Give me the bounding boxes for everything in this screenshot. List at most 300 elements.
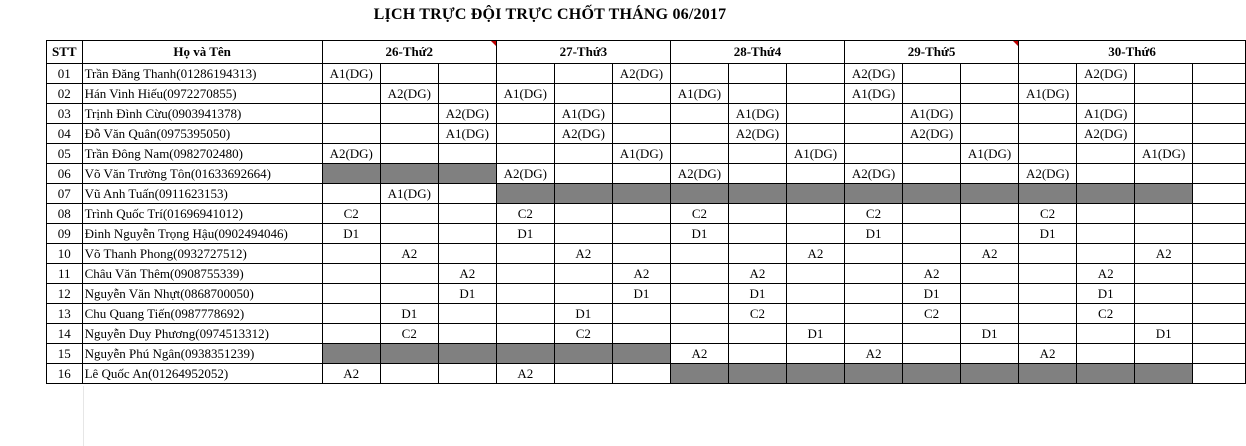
shift-cell[interactable]: D1 [1135,324,1193,344]
header-day-28[interactable]: 28-Thứ4 [670,41,844,64]
shift-cell[interactable]: A2 [845,344,903,364]
shift-cell[interactable] [961,224,1019,244]
shift-cell[interactable] [554,144,612,164]
shift-cell[interactable]: A1(DG) [728,104,786,124]
shift-cell[interactable]: A2 [786,244,844,264]
row-name[interactable]: Trịnh Đình Cừu(0903941378) [82,104,322,124]
shift-cell[interactable] [496,184,554,204]
shift-cell[interactable] [670,144,728,164]
shift-cell[interactable] [845,104,903,124]
shift-cell[interactable] [1077,224,1135,244]
shift-cell[interactable]: C2 [903,304,961,324]
shift-cell[interactable] [496,284,554,304]
shift-cell[interactable]: A1(DG) [380,184,438,204]
shift-cell[interactable] [1135,84,1193,104]
shift-cell[interactable] [728,204,786,224]
header-day-27[interactable]: 27-Thứ3 [496,41,670,64]
shift-cell[interactable] [1135,104,1193,124]
shift-cell[interactable] [1193,164,1246,184]
row-name[interactable]: Trình Quốc Trí(01696941012) [82,204,322,224]
row-stt[interactable]: 03 [47,104,83,124]
shift-cell[interactable] [496,64,554,84]
shift-cell[interactable] [322,264,380,284]
row-name[interactable]: Vũ Anh Tuấn(0911623153) [82,184,322,204]
row-name[interactable]: Hán Vinh Hiếu(0972270855) [82,84,322,104]
shift-cell[interactable]: C2 [380,324,438,344]
shift-cell[interactable]: D1 [845,224,903,244]
shift-cell[interactable]: C2 [1019,204,1077,224]
shift-cell[interactable] [322,84,380,104]
shift-cell[interactable] [728,344,786,364]
shift-cell[interactable] [961,104,1019,124]
row-name[interactable]: Nguyễn Văn Nhựt(0868700050) [82,284,322,304]
shift-cell[interactable] [612,204,670,224]
shift-cell[interactable]: D1 [554,304,612,324]
shift-cell[interactable] [438,244,496,264]
shift-cell[interactable] [612,224,670,244]
shift-cell[interactable] [1193,124,1246,144]
shift-cell[interactable] [786,304,844,324]
shift-cell[interactable] [322,244,380,264]
shift-cell[interactable] [670,284,728,304]
shift-cell[interactable] [496,104,554,124]
shift-cell[interactable] [612,84,670,104]
shift-cell[interactable]: C2 [728,304,786,324]
row-stt[interactable]: 12 [47,284,83,304]
shift-cell[interactable]: A2 [380,244,438,264]
shift-cell[interactable] [786,264,844,284]
shift-cell[interactable]: A2(DG) [1077,64,1135,84]
row-name[interactable]: Chu Quang Tiến(0987778692) [82,304,322,324]
shift-cell[interactable] [1135,364,1193,384]
shift-cell[interactable] [554,164,612,184]
shift-cell[interactable] [438,344,496,364]
shift-cell[interactable] [322,344,380,364]
shift-cell[interactable] [380,64,438,84]
row-stt[interactable]: 08 [47,204,83,224]
shift-cell[interactable] [612,364,670,384]
row-name[interactable]: Đinh Nguyễn Trọng Hậu(0902494046) [82,224,322,244]
shift-cell[interactable] [845,244,903,264]
shift-cell[interactable] [612,344,670,364]
shift-cell[interactable]: A2(DG) [1077,124,1135,144]
shift-cell[interactable] [1135,284,1193,304]
table-header-row [47,41,1246,64]
shift-cell[interactable]: A2(DG) [496,164,554,184]
shift-cell[interactable] [1193,104,1246,124]
shift-cell[interactable] [1019,124,1077,144]
shift-cell[interactable] [1019,304,1077,324]
shift-cell[interactable]: D1 [670,224,728,244]
shift-cell[interactable] [554,204,612,224]
shift-cell[interactable]: D1 [438,284,496,304]
row-name[interactable]: Nguyễn Duy Phương(0974513312) [82,324,322,344]
shift-cell[interactable]: A1(DG) [1135,144,1193,164]
shift-cell[interactable] [1193,304,1246,324]
shift-cell[interactable] [961,344,1019,364]
shift-cell[interactable] [1193,224,1246,244]
shift-cell[interactable] [322,104,380,124]
shift-cell[interactable] [1193,204,1246,224]
shift-cell[interactable] [438,64,496,84]
table-row [47,64,1246,84]
shift-cell[interactable] [786,64,844,84]
shift-cell[interactable] [728,64,786,84]
shift-cell[interactable]: A1(DG) [322,64,380,84]
shift-cell[interactable]: D1 [961,324,1019,344]
shift-cell[interactable] [380,344,438,364]
shift-cell[interactable] [903,84,961,104]
shift-cell[interactable]: C2 [554,324,612,344]
row-name[interactable]: Trần Đăng Thanh(01286194313) [82,64,322,84]
shift-cell[interactable] [845,264,903,284]
shift-cell[interactable] [438,164,496,184]
shift-cell[interactable] [903,324,961,344]
shift-cell[interactable] [961,184,1019,204]
table-row [47,324,1246,344]
shift-cell[interactable]: C2 [322,204,380,224]
shift-cell[interactable]: D1 [612,284,670,304]
shift-cell[interactable] [496,304,554,324]
shift-cell[interactable] [1135,64,1193,84]
shift-cell[interactable] [670,244,728,264]
shift-cell[interactable] [496,324,554,344]
shift-cell[interactable] [322,304,380,324]
shift-cell[interactable] [903,224,961,244]
shift-cell[interactable] [845,324,903,344]
shift-cell[interactable] [903,144,961,164]
row-stt[interactable]: 07 [47,184,83,204]
shift-cell[interactable] [728,224,786,244]
shift-cell[interactable]: A1(DG) [670,84,728,104]
table-row [47,264,1246,284]
shift-cell[interactable] [1135,124,1193,144]
row-name[interactable]: Lê Quốc An(01264952052) [82,364,322,384]
shift-cell[interactable] [438,184,496,204]
shift-cell[interactable] [961,364,1019,384]
shift-cell[interactable] [728,364,786,384]
shift-cell[interactable] [903,344,961,364]
row-name[interactable]: Võ Văn Trường Tôn(01633692664) [82,164,322,184]
shift-cell[interactable]: A2 [728,264,786,284]
shift-cell[interactable] [961,264,1019,284]
row-stt[interactable]: 16 [47,364,83,384]
shift-cell[interactable] [496,124,554,144]
shift-cell[interactable] [961,84,1019,104]
row-stt[interactable]: 09 [47,224,83,244]
shift-cell[interactable] [670,264,728,284]
shift-cell[interactable] [1193,184,1246,204]
shift-cell[interactable] [903,244,961,264]
header-day-29[interactable]: 29-Thứ5 [845,41,1019,64]
shift-cell[interactable] [322,184,380,204]
shift-cell[interactable]: D1 [1019,224,1077,244]
shift-cell[interactable] [1077,244,1135,264]
shift-cell[interactable] [1019,104,1077,124]
row-name[interactable]: Nguyễn Phú Ngân(0938351239) [82,344,322,364]
shift-cell[interactable] [1077,344,1135,364]
shift-cell[interactable] [380,224,438,244]
shift-cell[interactable]: A2(DG) [322,144,380,164]
shift-cell[interactable]: C2 [845,204,903,224]
shift-cell[interactable] [845,124,903,144]
row-stt[interactable]: 02 [47,84,83,104]
shift-cell[interactable] [438,144,496,164]
shift-cell[interactable] [1193,264,1246,284]
shift-cell[interactable] [380,144,438,164]
shift-cell[interactable] [786,284,844,304]
shift-cell[interactable] [1019,264,1077,284]
shift-cell[interactable] [612,184,670,204]
shift-cell[interactable] [1077,184,1135,204]
row-stt[interactable]: 10 [47,244,83,264]
shift-cell[interactable] [1077,364,1135,384]
shift-cell[interactable] [1193,64,1246,84]
shift-cell[interactable] [903,64,961,84]
shift-cell[interactable] [322,124,380,144]
shift-cell[interactable] [1019,64,1077,84]
shift-cell[interactable] [380,204,438,224]
shift-cell[interactable] [786,84,844,104]
shift-cell[interactable]: D1 [1077,284,1135,304]
shift-cell[interactable] [1019,284,1077,304]
shift-cell[interactable] [438,224,496,244]
shift-cell[interactable]: A1(DG) [903,104,961,124]
shift-cell[interactable] [845,284,903,304]
shift-cell[interactable] [554,344,612,364]
shift-cell[interactable] [728,84,786,104]
shift-cell[interactable] [728,184,786,204]
shift-cell[interactable] [961,124,1019,144]
shift-cell[interactable] [322,284,380,304]
shift-cell[interactable]: A2(DG) [728,124,786,144]
row-stt[interactable]: 04 [47,124,83,144]
shift-cell[interactable] [1135,224,1193,244]
shift-cell[interactable]: A2 [612,264,670,284]
shift-cell[interactable] [1135,344,1193,364]
shift-cell[interactable]: A1(DG) [438,124,496,144]
shift-cell[interactable] [670,124,728,144]
shift-cell[interactable]: A2 [438,264,496,284]
shift-cell[interactable] [380,164,438,184]
shift-cell[interactable] [670,364,728,384]
shift-cell[interactable] [786,184,844,204]
shift-cell[interactable] [1193,84,1246,104]
row-stt[interactable]: 06 [47,164,83,184]
shift-cell[interactable] [728,244,786,264]
row-stt[interactable]: 15 [47,344,83,364]
shift-cell[interactable] [786,124,844,144]
shift-cell[interactable]: A1(DG) [845,84,903,104]
shift-cell[interactable] [612,304,670,324]
shift-cell[interactable] [670,304,728,324]
shift-cell[interactable] [612,244,670,264]
shift-cell[interactable] [845,364,903,384]
shift-cell[interactable] [496,264,554,284]
row-stt[interactable]: 11 [47,264,83,284]
header-day-26[interactable]: 26-Thứ2 [322,41,496,64]
shift-cell[interactable]: A1(DG) [1077,104,1135,124]
shift-cell[interactable] [670,104,728,124]
shift-cell[interactable] [786,224,844,244]
shift-cell[interactable] [554,284,612,304]
shift-cell[interactable] [554,184,612,204]
shift-cell[interactable] [1135,264,1193,284]
shift-cell[interactable]: A1(DG) [496,84,554,104]
shift-cell[interactable]: A2(DG) [554,124,612,144]
shift-cell[interactable] [961,204,1019,224]
shift-cell[interactable]: A1(DG) [612,144,670,164]
shift-cell[interactable] [1135,184,1193,204]
shift-cell[interactable] [380,364,438,384]
shift-cell[interactable]: A2 [554,244,612,264]
shift-cell[interactable] [670,64,728,84]
shift-cell[interactable]: A1(DG) [1019,84,1077,104]
shift-cell[interactable] [554,64,612,84]
shift-cell[interactable] [961,64,1019,84]
row-name[interactable]: Trần Đông Nam(0982702480) [82,144,322,164]
shift-cell[interactable]: A2(DG) [670,164,728,184]
shift-cell[interactable] [380,104,438,124]
shift-cell[interactable]: C2 [1077,304,1135,324]
shift-cell[interactable]: D1 [786,324,844,344]
shift-cell[interactable] [380,264,438,284]
shift-cell[interactable] [1193,324,1246,344]
shift-cell[interactable] [438,204,496,224]
shift-cell[interactable] [903,204,961,224]
shift-cell[interactable]: D1 [728,284,786,304]
shift-cell[interactable] [496,244,554,264]
shift-cell[interactable] [786,344,844,364]
row-stt[interactable]: 13 [47,304,83,324]
shift-cell[interactable] [1077,204,1135,224]
shift-cell[interactable]: A2(DG) [845,164,903,184]
comment-indicator-icon [491,41,496,46]
shift-cell[interactable] [786,104,844,124]
shift-cell[interactable]: A1(DG) [786,144,844,164]
shift-cell[interactable] [438,304,496,324]
shift-cell[interactable]: D1 [380,304,438,324]
shift-cell[interactable] [1193,344,1246,364]
header-day-30[interactable]: 30-Thứ6 [1019,41,1246,64]
shift-cell[interactable]: C2 [670,204,728,224]
shift-cell[interactable] [1019,144,1077,164]
shift-cell[interactable]: C2 [496,204,554,224]
shift-cell[interactable]: A2 [903,264,961,284]
shift-cell[interactable]: A2 [1135,244,1193,264]
shift-cell[interactable]: A2 [496,364,554,384]
shift-cell[interactable]: D1 [322,224,380,244]
shift-cell[interactable]: D1 [903,284,961,304]
shift-cell[interactable] [612,164,670,184]
shift-cell[interactable] [728,324,786,344]
shift-cell[interactable] [1019,184,1077,204]
shift-cell[interactable] [322,164,380,184]
shift-cell[interactable] [322,324,380,344]
shift-cell[interactable]: A2 [322,364,380,384]
shift-cell[interactable] [961,164,1019,184]
shift-cell[interactable] [438,324,496,344]
shift-cell[interactable] [1077,164,1135,184]
shift-cell[interactable] [786,164,844,184]
shift-cell[interactable] [554,84,612,104]
shift-cell[interactable] [612,324,670,344]
shift-cell[interactable] [1135,164,1193,184]
shift-cell[interactable]: A2(DG) [903,124,961,144]
shift-cell[interactable] [438,364,496,384]
shift-cell[interactable] [961,304,1019,324]
shift-cell[interactable]: A2 [961,244,1019,264]
shift-cell[interactable] [845,144,903,164]
shift-cell[interactable]: D1 [496,224,554,244]
shift-cell[interactable] [1077,144,1135,164]
shift-cell[interactable] [496,144,554,164]
shift-cell[interactable]: A2(DG) [380,84,438,104]
shift-cell[interactable] [1193,244,1246,264]
shift-cell[interactable] [786,204,844,224]
shift-cell[interactable]: A1(DG) [554,104,612,124]
row-name[interactable]: Đỗ Văn Quân(0975395050) [82,124,322,144]
row-stt[interactable]: 14 [47,324,83,344]
shift-cell[interactable] [903,164,961,184]
row-name[interactable]: Châu Văn Thêm(0908755339) [82,264,322,284]
shift-cell[interactable]: A2 [670,344,728,364]
shift-cell[interactable]: A2(DG) [1019,164,1077,184]
shift-cell[interactable]: A2(DG) [612,64,670,84]
row-stt[interactable]: 01 [47,64,83,84]
table-row [47,104,1246,124]
shift-cell[interactable] [1193,364,1246,384]
shift-cell[interactable]: A2(DG) [845,64,903,84]
shift-cell[interactable] [845,304,903,324]
shift-cell[interactable] [380,124,438,144]
shift-cell[interactable] [670,324,728,344]
shift-cell[interactable] [1019,364,1077,384]
shift-cell[interactable] [496,344,554,364]
shift-cell[interactable] [1135,304,1193,324]
shift-cell[interactable] [1193,144,1246,164]
shift-cell[interactable] [1019,324,1077,344]
shift-cell[interactable]: A2 [1019,344,1077,364]
shift-cell[interactable] [380,284,438,304]
shift-cell[interactable] [554,364,612,384]
row-name[interactable]: Võ Thanh Phong(0932727512) [82,244,322,264]
shift-cell[interactable] [670,184,728,204]
sheet-gridline [83,386,84,446]
shift-cell[interactable] [1077,324,1135,344]
shift-cell[interactable] [903,364,961,384]
shift-cell[interactable]: A1(DG) [961,144,1019,164]
shift-cell[interactable] [1135,204,1193,224]
shift-cell[interactable] [961,284,1019,304]
shift-cell[interactable] [612,104,670,124]
shift-cell[interactable] [554,264,612,284]
shift-cell[interactable] [903,184,961,204]
shift-cell[interactable] [612,124,670,144]
shift-cell[interactable]: A2 [1077,264,1135,284]
shift-cell[interactable] [438,84,496,104]
row-stt[interactable]: 05 [47,144,83,164]
shift-cell[interactable] [1193,284,1246,304]
shift-cell[interactable] [728,144,786,164]
shift-cell[interactable] [1077,84,1135,104]
shift-cell[interactable] [786,364,844,384]
shift-cell[interactable] [1019,244,1077,264]
shift-cell[interactable] [554,224,612,244]
shift-cell[interactable] [728,164,786,184]
shift-cell[interactable] [845,184,903,204]
shift-cell[interactable]: A2(DG) [438,104,496,124]
